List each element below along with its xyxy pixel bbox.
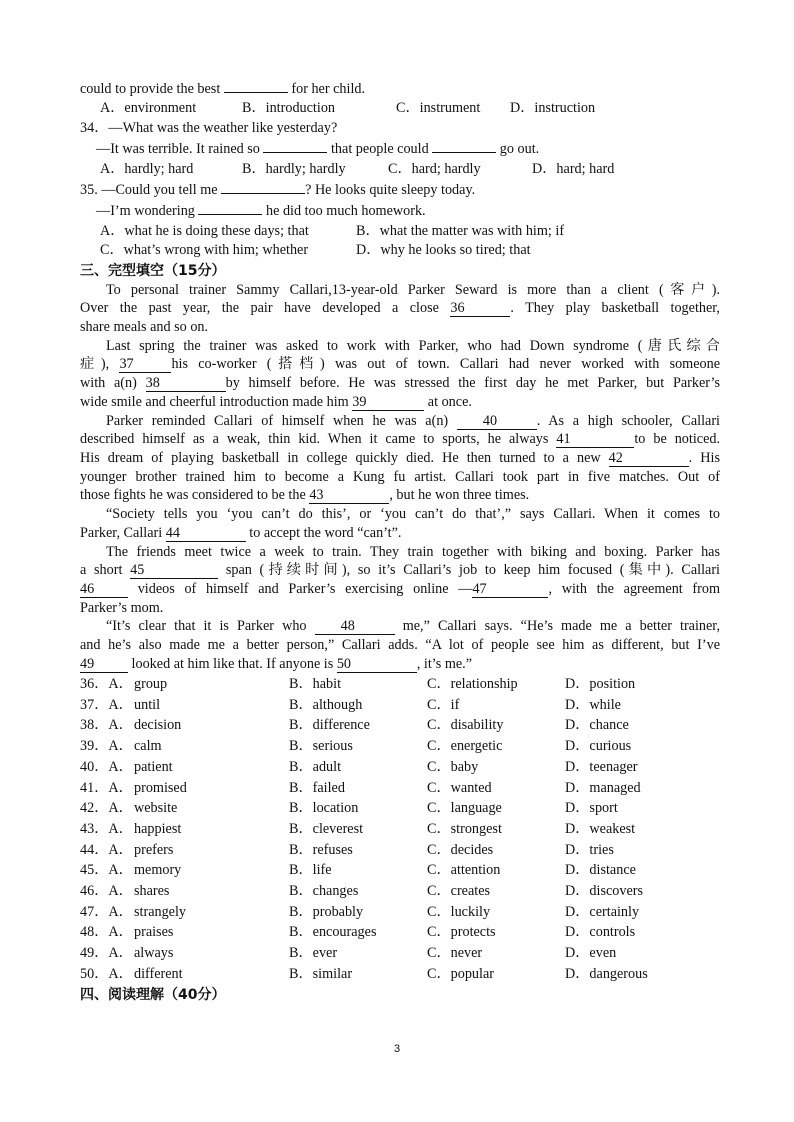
option-a: promised [134, 779, 187, 796]
option-c: C．creates [427, 882, 491, 899]
passage-text: 症), [80, 356, 110, 373]
choice-row [80, 716, 715, 737]
option-d: D．why he looks so tired; that [356, 242, 531, 259]
passage-text: Parker reminded Callari of himself when he was a(n) [106, 412, 449, 429]
q35-text: 35. —Could you tell me [80, 182, 218, 199]
passage-text: described himself as a weak, thin kid. When it came to sports, he always [80, 431, 549, 448]
option-c: C．never [427, 945, 483, 961]
choice-row [80, 964, 715, 985]
option-a: different [134, 965, 183, 982]
option-a: praises [134, 924, 174, 941]
blank-number: 44 [166, 525, 246, 542]
option-a: happiest [134, 820, 182, 837]
option-c: C．relationship [427, 676, 518, 693]
choice-row [80, 695, 715, 716]
passage-text: , with the agreement from [548, 580, 720, 597]
option-b: B．although [289, 696, 363, 713]
passage-line [80, 486, 720, 505]
passage-text: “It’s clear that it is Parker who [106, 618, 307, 635]
choice-row [80, 923, 715, 944]
option-b: B．what the matter was with him; if [356, 222, 565, 239]
choice-row [80, 943, 715, 964]
option-c: C．language [427, 800, 502, 817]
option-d: D．discovers [565, 882, 644, 899]
blank-number: 39 [352, 394, 424, 411]
option-b: B．location [289, 800, 359, 817]
question-number: 42．A． [80, 800, 133, 817]
option-d: D．tries [565, 841, 614, 858]
option-a: website [134, 800, 178, 817]
option-b: B．life [289, 862, 332, 879]
question-number: 47．A． [80, 903, 133, 920]
option-b: B．refuses [289, 841, 353, 858]
option-a: group [134, 676, 168, 693]
passage-text: span (持续时间), so it’s Callari’s job to keep him focused (集中). Callari [225, 562, 720, 579]
blank-number: 50 [337, 656, 417, 673]
passage-line [80, 655, 720, 674]
blank-number: 41 [556, 431, 634, 448]
passage-line [80, 580, 720, 599]
option-a: until [134, 696, 161, 713]
passage-text: to be noticed. [634, 431, 721, 448]
passage-text: with a(n) [80, 375, 137, 392]
option-c: C．baby [427, 758, 479, 775]
option-c: C．hard; hardly [388, 160, 481, 177]
q34-text: that people could [330, 141, 429, 158]
passage-text: videos of himself and Parker’s exercising online — [137, 580, 473, 597]
passage-text: to accept the word “can’t”. [249, 524, 402, 541]
passage-text: his co-worker (搭档) was out of town. Callari had never worked with someone [171, 356, 720, 373]
option-a: calm [134, 738, 162, 755]
choice-row [80, 902, 715, 923]
passage-line: younger brother trained him to become a Kung fu artist. Callari took part in five matches. Out of [80, 468, 720, 485]
passage-line: and he’s also made me a better person,” Callari adds. “A lot of people see him as different, but I’ve [80, 637, 720, 654]
option-b: B．encourages [289, 924, 377, 941]
question-number: 44．A． [80, 841, 133, 858]
option-c: C．instrument [396, 100, 481, 117]
passage-text: Over the past year, the pair have developed a close [80, 300, 439, 317]
option-a: patient [134, 758, 173, 775]
q33-stem-part: for her child. [291, 81, 366, 97]
question-number: 50．A． [80, 965, 133, 982]
option-c: C．strongest [427, 820, 502, 837]
passage-line [80, 430, 720, 449]
option-a: A．what he is doing these days; that [100, 222, 309, 239]
q34-text: go out. [499, 141, 540, 158]
option-d: D．weakest [565, 820, 636, 837]
option-b: B．ever [289, 945, 338, 961]
answer-blank [432, 138, 496, 153]
q35-stem [80, 179, 720, 200]
question-number: 49．A． [80, 945, 133, 961]
option-c: C．energetic [427, 738, 503, 755]
exam-page [80, 78, 720, 1005]
question-number: 39．A． [80, 738, 133, 755]
q35-line2 [80, 200, 720, 221]
option-a: prefers [134, 841, 174, 858]
blank-number: 48 [315, 618, 395, 635]
option-a: shares [134, 882, 170, 899]
passage-line: The friends meet twice a week to train. They train together with biking and boxing. Parker has [106, 543, 720, 560]
option-b: B．adult [289, 758, 342, 775]
option-d: D．certainly [565, 903, 640, 920]
option-c: C．attention [427, 862, 501, 879]
option-c: C．wanted [427, 779, 492, 796]
passage-text: looked at him like that. If anyone is [131, 655, 334, 672]
blank-number: 47 [472, 581, 548, 598]
question-number: 45．A． [80, 862, 133, 879]
passage-text: me,” Callari says. “He’s made me a better trainer, [402, 618, 721, 635]
passage-line [80, 412, 720, 431]
passage-text: . His [688, 449, 720, 466]
option-a: A．hardly; hard [100, 160, 194, 177]
choice-row [80, 840, 715, 861]
option-a: decision [134, 717, 182, 734]
passage-line: “Society tells you ‘you can’t do this’, or ‘you can’t do that’,” says Callari. When it comes to [106, 506, 720, 523]
q34-stem: 34．—What was the weather like yesterday? [80, 119, 338, 136]
option-c: C．if [427, 696, 460, 713]
option-d: D．chance [565, 717, 629, 734]
option-b: B．difference [289, 717, 370, 734]
q35-text: ? He looks quite sleepy today. [305, 182, 476, 199]
option-d: D．dangerous [565, 965, 648, 982]
option-c: C．decides [427, 841, 494, 858]
q34-text: —It was terrible. It rained so [96, 141, 260, 158]
question-number: 46．A． [80, 882, 133, 899]
question-number: 48．A． [80, 924, 133, 941]
passage-line [80, 355, 720, 374]
option-c: C．popular [427, 965, 494, 982]
option-b: B．serious [289, 738, 353, 755]
blank-number: 45 [130, 562, 218, 579]
option-a: A．environment [100, 100, 197, 117]
option-d: D．position [565, 676, 636, 693]
q34-options [80, 160, 720, 179]
passage-line [80, 449, 720, 468]
question-number: 43．A． [80, 820, 133, 837]
page-number: 3 [393, 1043, 401, 1055]
option-a: always [134, 945, 174, 961]
question-number: 37．A． [80, 696, 133, 713]
passage-text: His dream of playing basketball in college quickly died. He then turned to a new [80, 449, 601, 466]
choice-row [80, 799, 715, 820]
passage-line [80, 299, 720, 318]
option-d: D．instruction [510, 100, 596, 117]
q34-line2 [80, 138, 720, 159]
passage-text: wide smile and cheerful introduction made him [80, 393, 349, 410]
option-b: B．introduction [242, 100, 336, 117]
passage-text: , it’s me.” [416, 655, 472, 672]
passage-text: Parker, Callari [80, 524, 163, 541]
cloze-choices-table [80, 674, 715, 984]
passage-line: share meals and so on. [80, 319, 209, 336]
choice-row [80, 881, 715, 902]
question-number: 36．A． [80, 676, 133, 693]
passage-text: a short [80, 562, 123, 579]
option-b: B．probably [289, 903, 364, 920]
option-d: D．while [565, 696, 621, 713]
option-d: D．controls [565, 924, 636, 941]
passage-text: those fights he was considered to be the [80, 487, 306, 504]
option-d: D．managed [565, 779, 641, 796]
answer-blank [221, 179, 305, 194]
question-number: 41．A． [80, 779, 133, 796]
option-b: B．failed [289, 779, 345, 796]
passage-line [80, 374, 720, 393]
option-d: D．hard; hard [532, 160, 615, 177]
q35-text: —I’m wondering [96, 203, 195, 220]
choice-row [80, 674, 715, 695]
option-c: C．protects [427, 924, 496, 941]
section-heading-reading: 四、阅读理解（40分） [80, 986, 226, 1003]
passage-line: Last spring the trainer was asked to work with Parker, who had Down syndrome (唐氏综合 [106, 337, 720, 354]
blank-number: 49 [80, 656, 128, 673]
passage-line: To personal trainer Sammy Callari,13-year-old Parker Seward is more than a client (客户). [106, 281, 720, 298]
cloze-passage [80, 281, 720, 674]
option-b: B．changes [289, 882, 359, 899]
passage-line [80, 393, 720, 412]
passage-line [80, 561, 720, 580]
q33-stem-part: could to provide the best [80, 81, 221, 97]
blank-number: 43 [309, 487, 389, 504]
passage-text: . As a high schooler, Callari [536, 412, 720, 429]
option-d: D．distance [565, 862, 636, 879]
q33-stem [80, 78, 720, 99]
section-heading-cloze: 三、完型填空（15分） [80, 262, 226, 279]
q35-text: he did too much homework. [266, 203, 426, 220]
question-number: 40．A． [80, 758, 133, 775]
option-d: D．even [565, 945, 617, 961]
option-b: B．habit [289, 676, 342, 693]
blank-number: 40 [457, 413, 537, 430]
q35-options-row2 [80, 241, 720, 260]
answer-blank [263, 138, 327, 153]
q35-options-row1 [80, 222, 720, 241]
choice-row [80, 757, 715, 778]
choice-row [80, 778, 715, 799]
option-a: memory [134, 862, 182, 879]
choice-row [80, 861, 715, 882]
passage-text: , but he won three times. [389, 487, 530, 504]
passage-line [80, 524, 720, 543]
passage-line [80, 617, 720, 636]
option-a: strangely [134, 903, 187, 920]
passage-text: . They play basketball together, [510, 300, 720, 317]
option-c: C．what’s wrong with him; whether [100, 242, 309, 259]
choice-row [80, 819, 715, 840]
option-c: C．disability [427, 717, 504, 734]
passage-text: by himself before. He was stressed the first day he met Parker, but Parker’s [225, 375, 720, 392]
option-b: B．hardly; hardly [242, 160, 346, 177]
option-d: D．teenager [565, 758, 638, 775]
blank-number: 42 [609, 450, 689, 467]
answer-blank [224, 78, 288, 93]
answer-blank [198, 200, 262, 215]
option-b: B．similar [289, 965, 353, 982]
option-d: D．sport [565, 800, 618, 817]
option-d: D．curious [565, 738, 632, 755]
choice-row [80, 736, 715, 757]
blank-number: 46 [80, 581, 128, 598]
blank-number: 37 [119, 356, 171, 373]
blank-number: 36 [450, 300, 510, 317]
question-number: 38．A． [80, 717, 133, 734]
q33-options [80, 99, 720, 118]
passage-line: Parker’s mom. [80, 599, 164, 616]
option-b: B．cleverest [289, 820, 364, 837]
passage-text: at once. [427, 393, 472, 410]
option-c: C．luckily [427, 903, 491, 920]
blank-number: 38 [146, 375, 226, 392]
